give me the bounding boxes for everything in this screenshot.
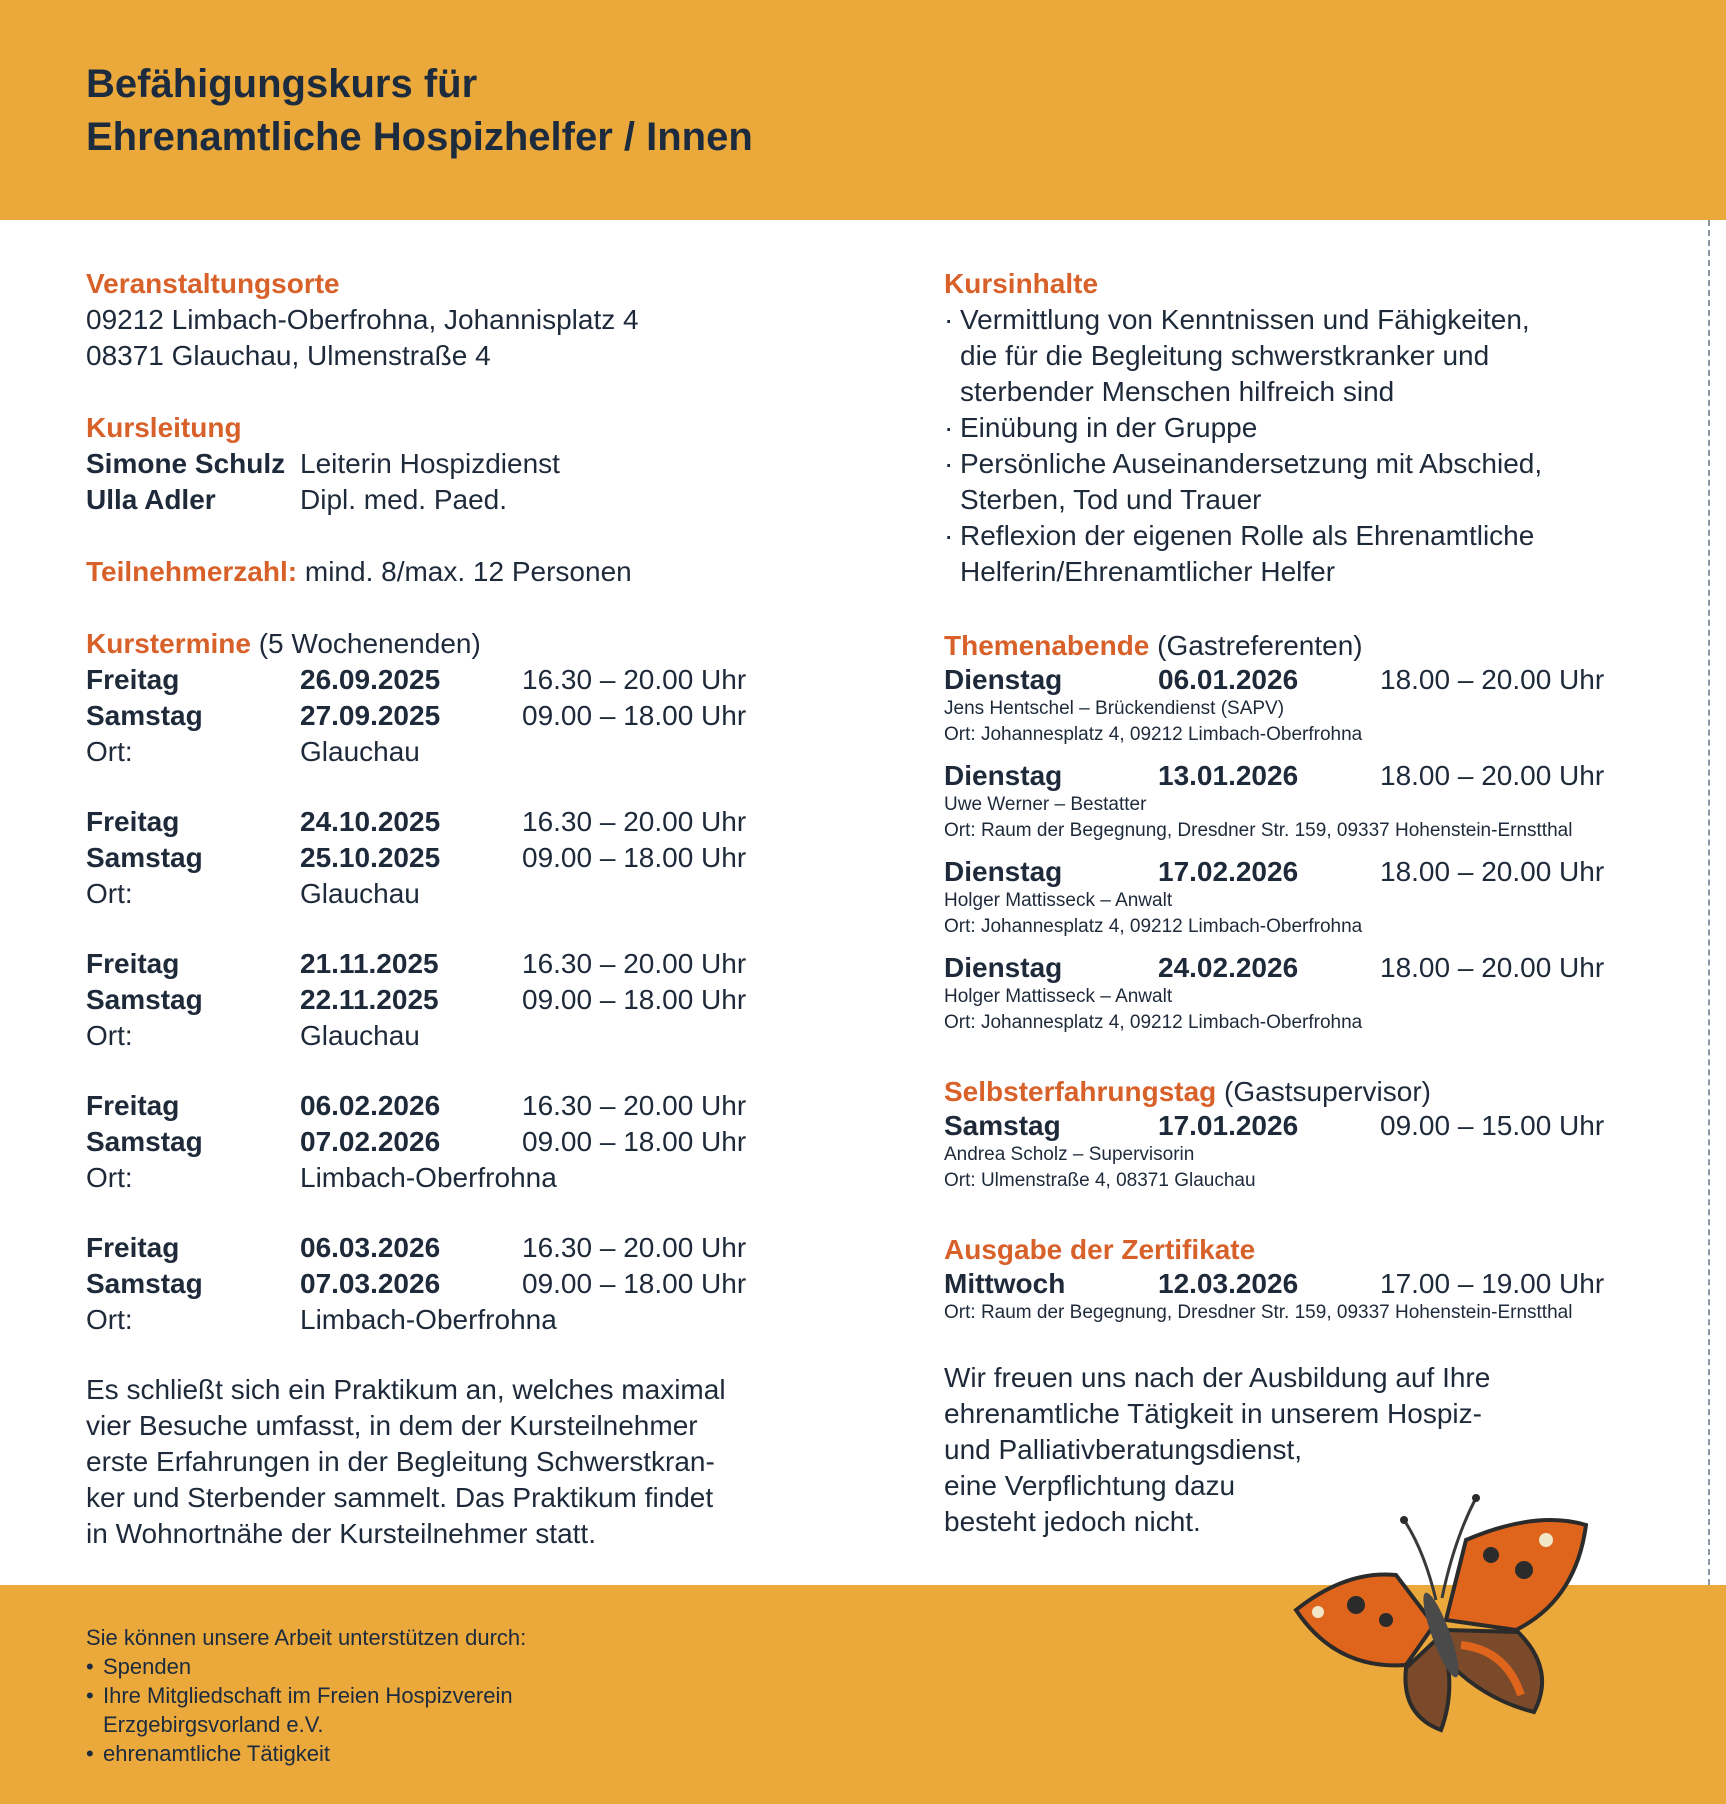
support-items — [86, 1652, 526, 1768]
support-item-text — [103, 1681, 513, 1739]
themenabende-list — [944, 664, 1704, 1036]
kursinhalt-line: Reflexion der eigenen Rolle als Ehrenamtliche — [960, 520, 1535, 551]
event-time: 18.00 – 20.00 Uhr — [1380, 856, 1605, 887]
event-time: 18.00 – 20.00 Uhr — [1380, 664, 1605, 695]
bullet-dot: · — [944, 448, 954, 479]
weekend-row — [86, 804, 886, 840]
event-date: 13.01.2026 — [1158, 760, 1299, 791]
weekend-day: Freitag — [86, 806, 180, 837]
themenabend-event — [944, 952, 1704, 1036]
weekend-day: Freitag — [86, 1232, 180, 1263]
event-date: 12.03.2026 — [1158, 1268, 1299, 1299]
teilnehmerzahl — [86, 554, 886, 590]
location-label: Ort: — [86, 736, 133, 767]
weekend-block — [86, 1230, 886, 1338]
weekend-date: 26.09.2025 — [300, 664, 441, 695]
weekend-date: 22.11.2025 — [300, 984, 439, 1015]
address-line: 09212 Limbach-Oberfrohna, Johannisplatz 4 — [86, 304, 639, 335]
themenabende-title: Themenabende — [944, 630, 1150, 661]
page-title — [86, 58, 753, 164]
support-item-line: Ihre Mitgliedschaft im Freien Hospizverein — [103, 1683, 513, 1708]
kursinhalte-heading: Kursinhalte — [944, 268, 1099, 299]
event-location: Ort: Johannesplatz 4, 09212 Limbach-Oberfrohna — [944, 916, 1363, 937]
weekend-location-row — [86, 734, 886, 770]
weekend-time: 09.00 – 18.00 Uhr — [522, 984, 747, 1015]
weekend-location-row — [86, 1160, 886, 1196]
weekend-day: Samstag — [86, 1126, 203, 1157]
event-location: Ort: Raum der Begegnung, Dresdner Str. 159, 09337 Hohenstein-Ernstthal — [944, 820, 1573, 841]
kursinhalt-item — [944, 302, 1704, 410]
event-day: Dienstag — [944, 760, 1063, 791]
weekend-row — [86, 840, 886, 876]
kursinhalt-line: Helferin/Ehrenamtlicher Helfer — [960, 556, 1336, 587]
weekend-time: 16.30 – 20.00 Uhr — [522, 948, 747, 979]
location-label: Ort: — [86, 1162, 133, 1193]
event-day: Mittwoch — [944, 1268, 1066, 1299]
bullet-dot: · — [944, 304, 954, 335]
support-list — [86, 1623, 526, 1768]
praktikum-line: erste Erfahrungen in der Begleitung Schwerstkran- — [86, 1446, 715, 1477]
themenabende-heading — [944, 628, 1704, 664]
event-day: Samstag — [944, 1110, 1061, 1141]
weekend-time: 09.00 – 18.00 Uhr — [522, 1126, 747, 1157]
themenabend-row — [944, 856, 1704, 888]
event-location: Ort: Raum der Begegnung, Dresdner Str. 159, 09337 Hohenstein-Ernstthal — [944, 1302, 1573, 1323]
kursinhalt-item — [944, 410, 1704, 446]
perforation-line — [1708, 220, 1710, 1585]
event-day: Dienstag — [944, 952, 1063, 983]
event-speaker: Jens Hentschel – Brückendienst (SAPV) — [944, 698, 1285, 719]
bullet-dot: • — [86, 1654, 94, 1679]
bullet-dot: • — [86, 1741, 94, 1766]
weekend-date: 24.10.2025 — [300, 806, 441, 837]
support-intro: Sie können unsere Arbeit unterstützen durch: — [86, 1625, 527, 1650]
event-day: Dienstag — [944, 664, 1063, 695]
weekend-date: 07.02.2026 — [300, 1126, 441, 1157]
support-item — [86, 1652, 526, 1681]
weekend-row — [86, 982, 886, 1018]
event-location: Ort: Johannesplatz 4, 09212 Limbach-Oberfrohna — [944, 1012, 1363, 1033]
themenabend-row — [944, 664, 1704, 696]
selbsterfahrung-title: Selbsterfahrungstag — [944, 1076, 1217, 1107]
kursinhalt-text — [960, 302, 1530, 410]
weekend-location-row — [86, 876, 886, 912]
kursinhalt-text — [960, 446, 1542, 518]
weekend-time: 16.30 – 20.00 Uhr — [522, 1090, 747, 1121]
section-themenabende — [944, 628, 1704, 1036]
weekend-date: 07.03.2026 — [300, 1268, 441, 1299]
selbsterfahrung-heading — [944, 1074, 1704, 1110]
kursinhalt-line: Sterben, Tod und Trauer — [960, 484, 1262, 515]
bullet-dot: · — [944, 412, 954, 443]
leader-name: Ulla Adler — [86, 484, 216, 515]
weekend-block — [86, 1088, 886, 1196]
butterfly-illustration — [1286, 1480, 1596, 1740]
weekend-list — [86, 662, 886, 1338]
weekend-time: 09.00 – 18.00 Uhr — [522, 842, 747, 873]
kursleitung-heading: Kursleitung — [86, 412, 242, 443]
weekend-date: 27.09.2025 — [300, 700, 441, 731]
weekend-location: Limbach-Oberfrohna — [300, 1304, 557, 1335]
weekend-day: Samstag — [86, 700, 203, 731]
selbsterfahrung-row — [944, 1110, 1704, 1142]
themenabend-event — [944, 760, 1704, 844]
section-selbsterfahrung — [944, 1074, 1704, 1194]
weekend-date: 06.02.2026 — [300, 1090, 441, 1121]
leader-row — [86, 482, 886, 518]
weekend-time: 16.30 – 20.00 Uhr — [522, 806, 747, 837]
weekend-time: 09.00 – 18.00 Uhr — [522, 700, 747, 731]
event-speaker: Holger Mattisseck – Anwalt — [944, 890, 1173, 911]
section-zertifikate — [944, 1232, 1704, 1326]
location-label: Ort: — [86, 878, 133, 909]
kursinhalt-line: die für die Begleitung schwerstkranker und — [960, 340, 1490, 371]
bullet-dot: · — [944, 520, 954, 551]
support-item-text — [103, 1739, 330, 1768]
kursinhalte-list — [944, 302, 1704, 590]
event-date: 24.02.2026 — [1158, 952, 1299, 983]
leader-row — [86, 446, 886, 482]
themenabend-row — [944, 952, 1704, 984]
weekend-row — [86, 1230, 886, 1266]
praktikum-paragraph — [86, 1372, 886, 1552]
kurstermine-heading — [86, 626, 886, 662]
bullet-dot: • — [86, 1683, 94, 1708]
weekend-row — [86, 946, 886, 982]
support-item-text — [103, 1652, 191, 1681]
weekend-location-row — [86, 1302, 886, 1338]
weekend-day: Samstag — [86, 1268, 203, 1299]
weekend-time: 09.00 – 18.00 Uhr — [522, 1268, 747, 1299]
weekend-row — [86, 1088, 886, 1124]
address-line: 08371 Glauchau, Ulmenstraße 4 — [86, 340, 491, 371]
praktikum-line: Es schließt sich ein Praktikum an, welches maximal — [86, 1374, 726, 1405]
weekend-location: Glauchau — [300, 878, 420, 909]
themenabend-row — [944, 760, 1704, 792]
weekend-date: 21.11.2025 — [300, 948, 439, 979]
event-location: Ort: Ulmenstraße 4, 08371 Glauchau — [944, 1170, 1256, 1191]
section-kursinhalte — [944, 266, 1704, 590]
support-item-line: ehrenamtliche Tätigkeit — [103, 1741, 331, 1766]
leader-name: Simone Schulz — [86, 448, 286, 479]
weekend-location: Limbach-Oberfrohna — [300, 1162, 557, 1193]
event-date: 17.02.2026 — [1158, 856, 1299, 887]
event-speaker: Uwe Werner – Bestatter — [944, 794, 1147, 815]
location-label: Ort: — [86, 1304, 133, 1335]
closing-line: Wir freuen uns nach der Ausbildung auf Ihre — [944, 1362, 1491, 1393]
leader-role: Leiterin Hospizdienst — [300, 448, 560, 479]
weekend-day: Freitag — [86, 948, 180, 979]
support-item-line: Spenden — [103, 1654, 192, 1679]
teilnehmerzahl-value: mind. 8/max. 12 Personen — [297, 556, 632, 587]
kursinhalt-line: sterbender Menschen hilfreich sind — [960, 376, 1395, 407]
weekend-block — [86, 804, 886, 912]
themenabend-event — [944, 856, 1704, 940]
section-veranstaltungsorte — [86, 266, 886, 374]
event-time: 18.00 – 20.00 Uhr — [1380, 760, 1605, 791]
kursinhalt-item — [944, 518, 1704, 590]
zertifikate-row — [944, 1268, 1704, 1300]
event-date: 17.01.2026 — [1158, 1110, 1299, 1141]
kursinhalt-item — [944, 446, 1704, 518]
header-band — [0, 0, 1726, 220]
weekend-location-row — [86, 1018, 886, 1054]
event-location: Ort: Johannesplatz 4, 09212 Limbach-Oberfrohna — [944, 724, 1363, 745]
zertifikate-heading: Ausgabe der Zertifikate — [944, 1234, 1256, 1265]
praktikum-line: in Wohnortnähe der Kursteilnehmer statt. — [86, 1518, 596, 1549]
weekend-block — [86, 662, 886, 770]
kursinhalt-text — [960, 518, 1534, 590]
kurstermine-subtitle: (5 Wochenenden) — [250, 628, 481, 659]
themenabende-subtitle: (Gastreferenten) — [1149, 630, 1363, 661]
weekend-day: Freitag — [86, 1090, 180, 1121]
kurstermine-title: Kurstermine — [86, 628, 251, 659]
kursinhalt-line: Einübung in der Gruppe — [960, 412, 1258, 443]
weekend-day: Freitag — [86, 664, 180, 695]
event-time: 17.00 – 19.00 Uhr — [1380, 1268, 1605, 1299]
weekend-location: Glauchau — [300, 736, 420, 767]
closing-line: ehrenamtliche Tätigkeit in unserem Hospiz- — [944, 1398, 1482, 1429]
weekend-day: Samstag — [86, 842, 203, 873]
weekend-row — [86, 1124, 886, 1160]
title-line-2: Ehrenamtliche Hospizhelfer / Innen — [86, 115, 753, 159]
weekend-row — [86, 1266, 886, 1302]
weekend-time: 16.30 – 20.00 Uhr — [522, 1232, 747, 1263]
weekend-time: 16.30 – 20.00 Uhr — [522, 664, 747, 695]
location-label: Ort: — [86, 1020, 133, 1051]
closing-line: besteht jedoch nicht. — [944, 1506, 1201, 1537]
section-kursleitung — [86, 410, 886, 518]
event-speaker: Andrea Scholz – Supervisorin — [944, 1144, 1195, 1165]
event-day: Dienstag — [944, 856, 1063, 887]
weekend-location: Glauchau — [300, 1020, 420, 1051]
support-item — [86, 1739, 526, 1768]
teilnehmerzahl-label: Teilnehmerzahl: — [86, 556, 298, 587]
weekend-row — [86, 662, 886, 698]
kursinhalt-line: Vermittlung von Kenntnissen und Fähigkeiten, — [960, 304, 1530, 335]
closing-line: und Palliativberatungsdienst, — [944, 1434, 1303, 1465]
kursinhalt-text — [960, 410, 1257, 446]
event-time: 09.00 – 15.00 Uhr — [1380, 1110, 1605, 1141]
event-time: 18.00 – 20.00 Uhr — [1380, 952, 1605, 983]
leader-role: Dipl. med. Paed. — [300, 484, 507, 515]
praktikum-line: vier Besuche umfasst, in dem der Kursteilnehmer — [86, 1410, 698, 1441]
weekend-date: 06.03.2026 — [300, 1232, 441, 1263]
title-line-1: Befähigungskurs für — [86, 62, 478, 106]
section-kurstermine — [86, 626, 886, 1338]
right-column — [944, 266, 1704, 1540]
weekend-block — [86, 946, 886, 1054]
weekend-day: Samstag — [86, 984, 203, 1015]
event-speaker: Holger Mattisseck – Anwalt — [944, 986, 1173, 1007]
left-column — [86, 266, 886, 1552]
weekend-row — [86, 698, 886, 734]
event-date: 06.01.2026 — [1158, 664, 1299, 695]
weekend-date: 25.10.2025 — [300, 842, 441, 873]
themenabend-event — [944, 664, 1704, 748]
kursinhalt-line: Persönliche Auseinandersetzung mit Abschied, — [960, 448, 1543, 479]
closing-line: eine Verpflichtung dazu — [944, 1470, 1236, 1501]
praktikum-line: ker und Sterbender sammelt. Das Praktikum findet — [86, 1482, 714, 1513]
support-item — [86, 1681, 526, 1739]
veranstaltungsorte-heading: Veranstaltungsorte — [86, 268, 340, 299]
selbsterfahrung-subtitle: (Gastsupervisor) — [1216, 1076, 1431, 1107]
support-item-line: Erzgebirgsvorland e.V. — [103, 1712, 324, 1737]
